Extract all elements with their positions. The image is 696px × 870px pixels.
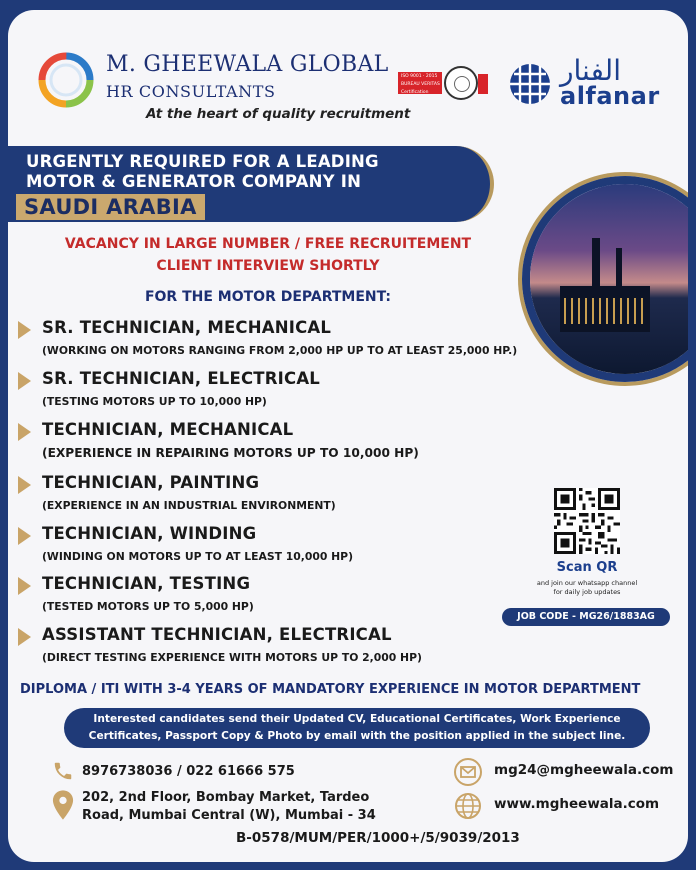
certification-line-3: Certification — [401, 90, 429, 95]
mail-icon — [454, 758, 482, 786]
job-title: TECHNICIAN, TESTING — [42, 574, 251, 593]
job-title: TECHNICIAN, MECHANICAL — [42, 420, 294, 439]
rig-tower — [616, 248, 622, 288]
arrow-bullet-icon — [18, 423, 31, 441]
headline-line-2: MOTOR & GENERATOR COMPANY IN — [26, 172, 362, 191]
address-line-1: 202, 2nd Floor, Bombay Market, Tardeo — [82, 790, 370, 805]
qr-code-icon[interactable] — [554, 488, 620, 554]
scan-qr-subtitle — [518, 579, 656, 597]
scan-qr-label: Scan QR — [556, 560, 618, 575]
application-note-line-2: Certificates, Passport Copy & Photo by email with the position applied in the subject line. — [88, 730, 626, 742]
logo-ring-icon — [34, 48, 98, 112]
certification-badge — [398, 66, 488, 100]
job-description: (DIRECT TESTING EXPERIENCE WITH MOTORS UP TO 2,000 HP) — [42, 651, 422, 664]
certification-seal-icon — [444, 66, 478, 100]
headline-banner — [8, 146, 494, 222]
phone-icon — [52, 760, 74, 782]
job-description: (TESTING MOTORS UP TO 10,000 HP) — [42, 395, 267, 408]
globe-icon — [454, 792, 482, 820]
job-description: (TESTED MOTORS UP TO 5,000 HP) — [42, 600, 254, 613]
brand-subtitle: HR CONSULTANTS — [106, 82, 276, 101]
oil-rig-image — [530, 184, 688, 374]
certification-line-2: BUREAU VERITAS — [401, 82, 440, 87]
job-description: (WINDING ON MOTORS UP TO AT LEAST 10,000 HP) — [42, 550, 354, 563]
arrow-bullet-icon — [18, 476, 31, 494]
job-poster — [8, 10, 688, 862]
job-code-badge: JOB CODE - MG26/1883AG — [502, 608, 670, 626]
certification-line-1: ISO 9001 · 2015 — [401, 74, 438, 79]
tagline: At the heart of quality recruitment — [146, 106, 411, 122]
arrow-bullet-icon — [18, 321, 31, 339]
department-heading: FOR THE MOTOR DEPARTMENT: — [144, 289, 392, 305]
requirement-text: DIPLOMA / ITI WITH 3-4 YEARS OF MANDATORY EXPERIENCE IN MOTOR DEPARTMENT — [20, 682, 641, 697]
job-title: ASSISTANT TECHNICIAN, ELECTRICAL — [42, 625, 392, 644]
rig-lights — [564, 298, 644, 324]
certification-label — [398, 72, 442, 94]
email-link[interactable]: mg24@mgheewala.com — [494, 762, 674, 778]
website-link[interactable]: www.mgheewala.com — [494, 796, 660, 812]
rig-tower — [592, 238, 600, 288]
partner-name: alfanar — [560, 82, 660, 110]
scan-qr-subtitle-line-1: and join our whatsapp channel — [536, 579, 638, 587]
vacancy-line-2: CLIENT INTERVIEW SHORTLY — [156, 258, 380, 274]
license-number: B-0578/MUM/PER/1000+/5/9039/2013 — [236, 830, 520, 846]
scan-qr-subtitle-line-2: for daily job updates — [553, 588, 621, 596]
arrow-bullet-icon — [18, 527, 31, 545]
phone-number[interactable]: 8976738036 / 022 61666 575 — [82, 764, 295, 779]
oil-rig-photo — [522, 176, 688, 382]
application-note-line-1: Interested candidates send their Updated CV, Educational Certificates, Work Experience — [93, 713, 621, 725]
vacancy-line-1: VACANCY IN LARGE NUMBER / FREE RECRUITEMENT — [64, 236, 472, 252]
arrow-bullet-icon — [18, 628, 31, 646]
address-line-2: Road, Mumbai Central (W), Mumbai - 34 — [82, 808, 376, 823]
arrow-bullet-icon — [18, 372, 31, 390]
headline-line-1: URGENTLY REQUIRED FOR A LEADING — [26, 152, 379, 171]
arrow-bullet-icon — [18, 577, 31, 595]
location-pin-icon — [52, 790, 74, 820]
job-description: (EXPERIENCE IN AN INDUSTRIAL ENVIRONMENT) — [42, 499, 336, 512]
application-note — [64, 708, 650, 748]
job-description: (WORKING ON MOTORS RANGING FROM 2,000 HP UP TO AT LEAST 25,000 HP.) — [42, 344, 518, 357]
brand-title: M. GHEEWALA GLOBAL — [106, 52, 389, 77]
alfanar-globe-icon — [508, 62, 552, 106]
job-title: TECHNICIAN, WINDING — [42, 524, 257, 543]
certification-ribbon — [478, 74, 488, 94]
job-title: SR. TECHNICIAN, MECHANICAL — [42, 318, 332, 337]
partner-name-arabic: الفنار — [560, 54, 621, 87]
job-description: (EXPERIENCE IN REPAIRING MOTORS UP TO 10,000 HP) — [42, 446, 419, 460]
headline-country: SAUDI ARABIA — [16, 194, 205, 220]
job-title: TECHNICIAN, PAINTING — [42, 473, 260, 492]
job-title: SR. TECHNICIAN, ELECTRICAL — [42, 369, 320, 388]
